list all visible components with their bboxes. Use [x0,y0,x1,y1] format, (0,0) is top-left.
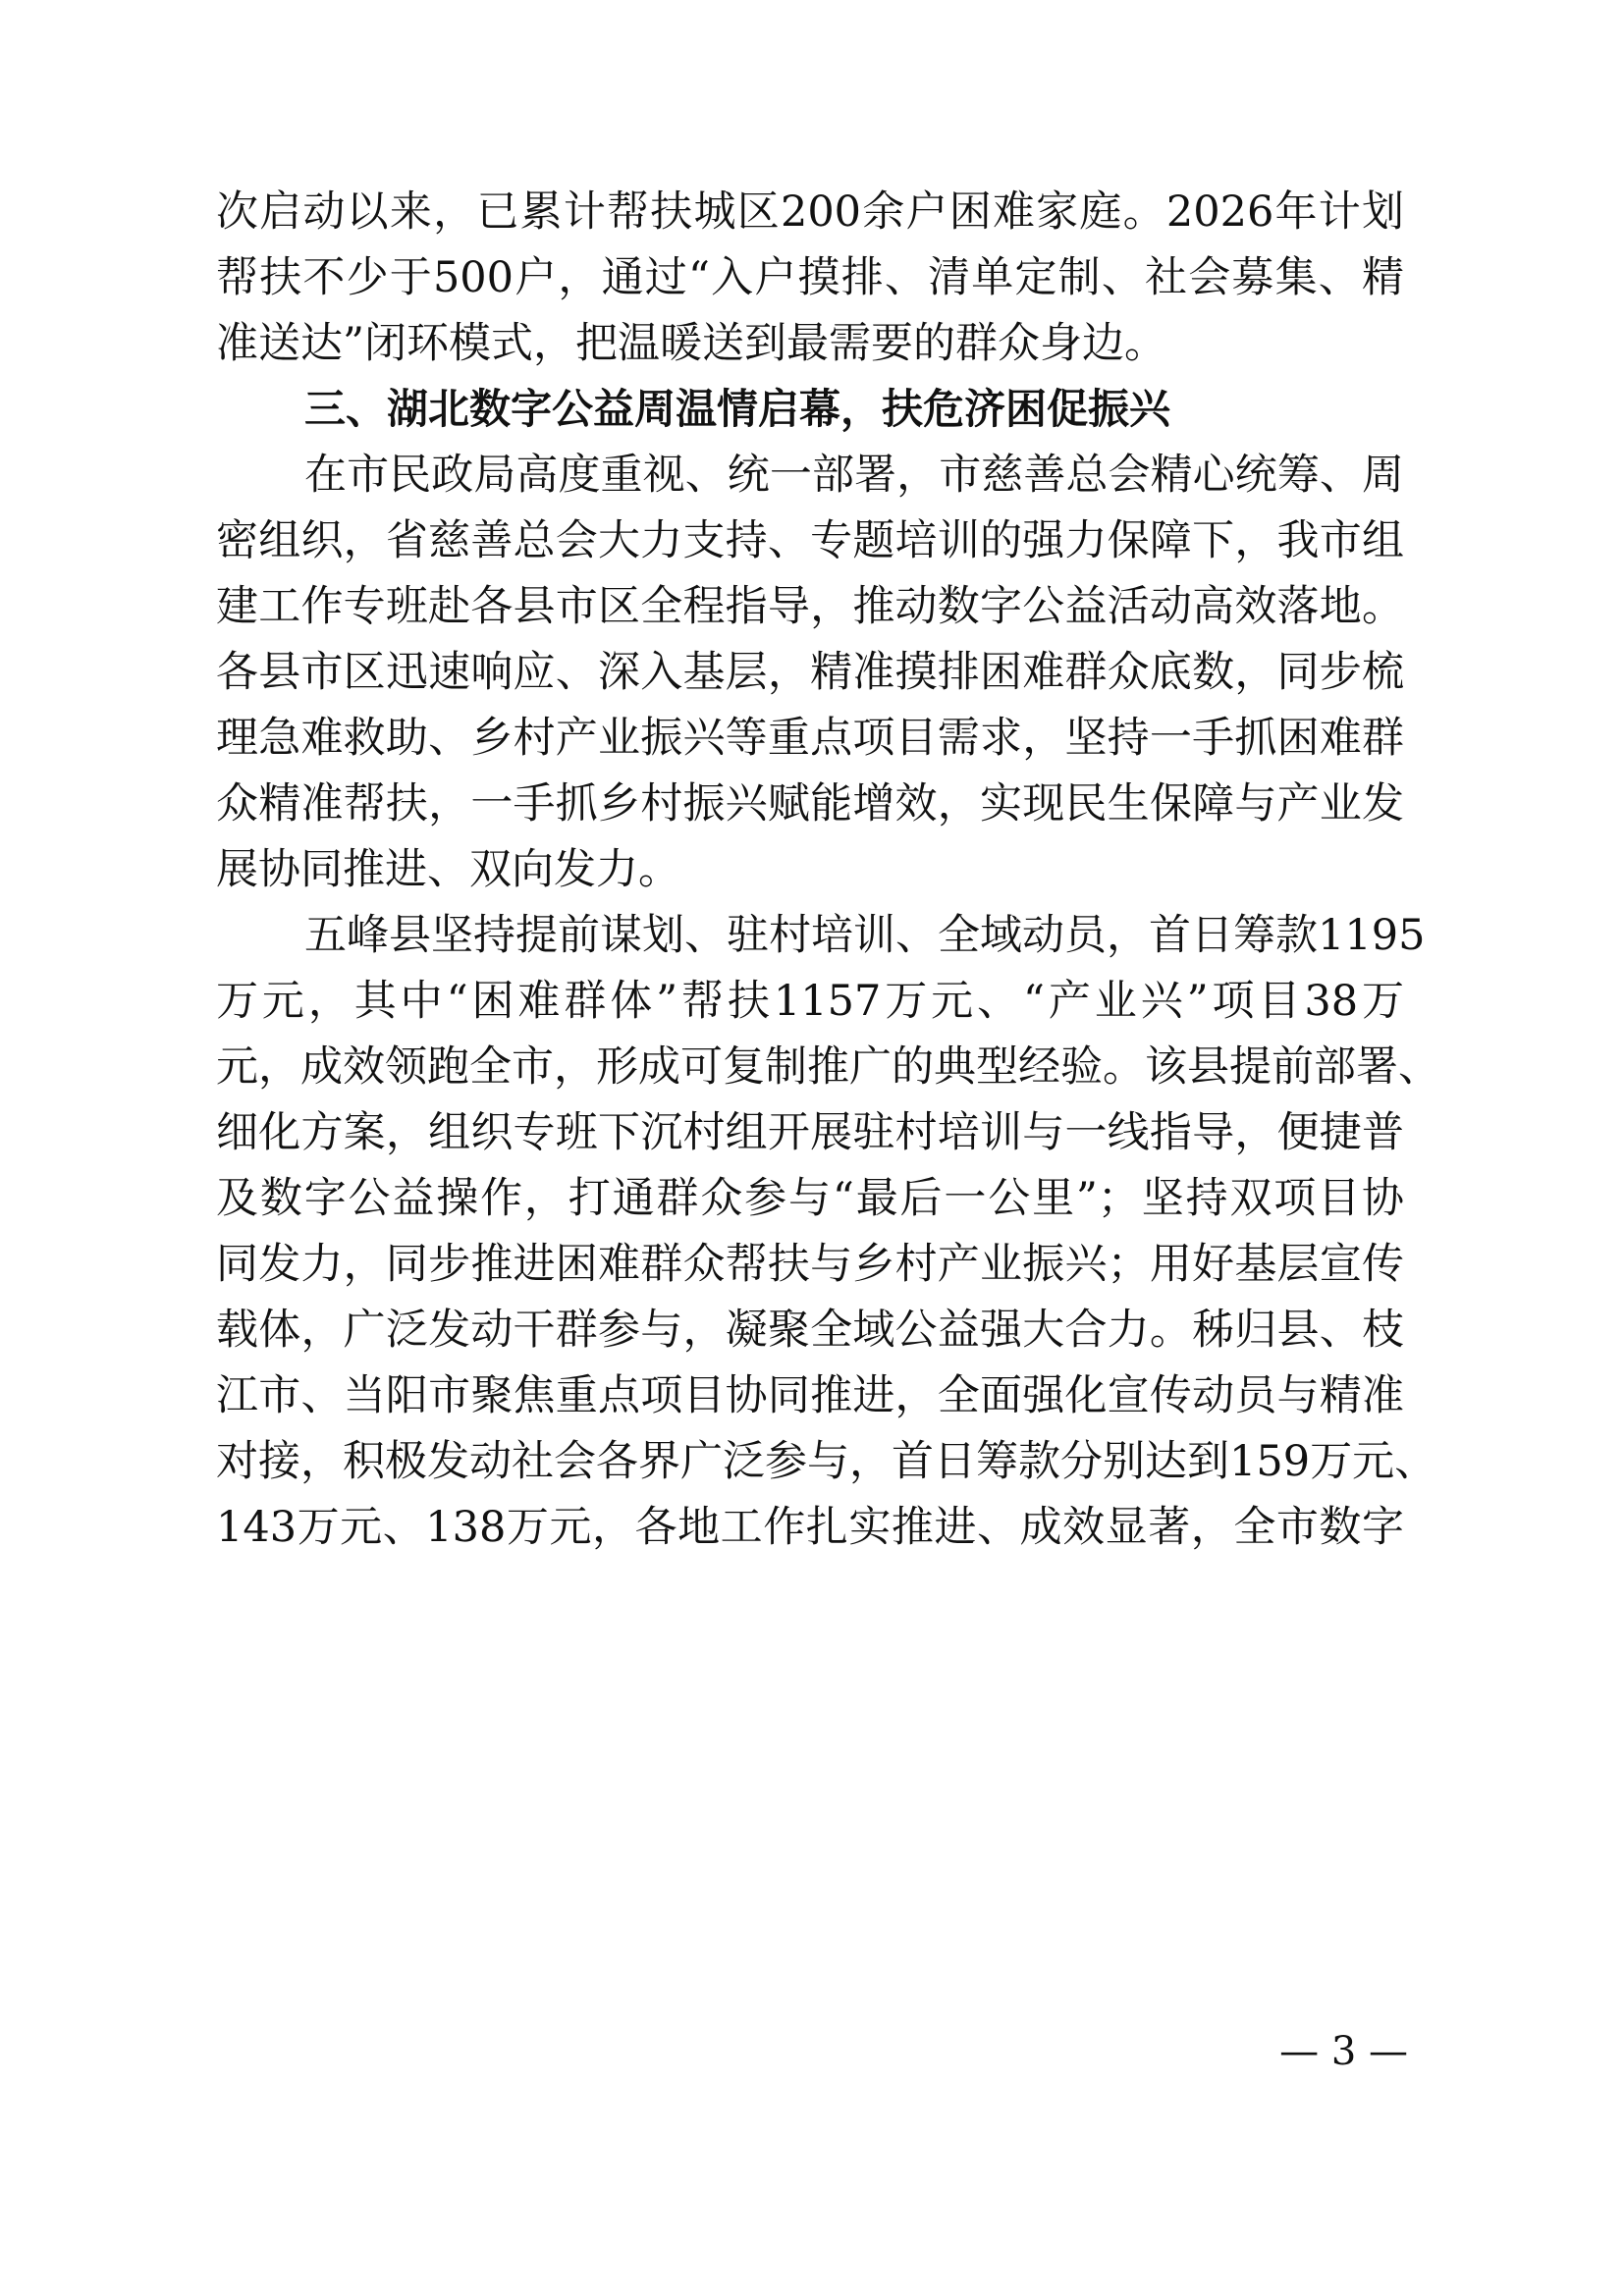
body-text-line: 在市民政局高度重视、统一部署，市慈善总会精心统筹、周 [304,451,1404,500]
page-number: — 3 — [1279,2029,1408,2074]
body-text-line: 密组织，省慈善总会大力支持、专题培训的强力保障下，我市组 [216,516,1404,565]
body-text-line: 载体，广泛发动干群参与，凝聚全域公益强大合力。秭归县、枝 [216,1306,1404,1355]
body-text-line: 及数字公益操作，打通群众参与“最后一公里”；坚持双项目协 [216,1174,1404,1223]
body-text-line: 江市、当阳市聚焦重点项目协同推进，全面强化宣传动员与精准 [216,1371,1404,1420]
body-text-line: 对接，积极发动社会各界广泛参与，首日筹款分别达到159万元、 [216,1437,1437,1486]
body-text-line: 准送达”闭环模式，把温暖送到最需要的群众身边。 [216,319,1166,368]
body-text-line: 理急难救助、乡村产业振兴等重点项目需求，坚持一手抓困难群 [216,714,1404,763]
body-text-line: 五峰县坚持提前谋划、驻村培训、全域动员，首日筹款1195 [304,911,1426,960]
body-text-line: 展协同推进、双向发力。 [216,845,680,894]
body-text-line: 各县市区迅速响应、深入基层，精准摸排困难群众底数，同步梳 [216,648,1404,697]
body-text-line: 帮扶不少于500户，通过“入户摸排、清单定制、社会募集、精 [216,253,1404,302]
body-text-line: 万元，其中“困难群体”帮扶1157万元、“产业兴”项目38万 [216,977,1404,1026]
body-text-line: 众精准帮扶，一手抓乡村振兴赋能增效，实现民生保障与产业发 [216,779,1404,828]
body-text-line: 元，成效领跑全市，形成可复制推广的典型经验。该县提前部署、 [216,1042,1440,1092]
section-heading: 三、湖北数字公益周温情启幕，扶危济困促振兴 [304,385,1171,433]
body-text-line: 次启动以来，已累计帮扶城区200余户困难家庭。2026年计划 [216,187,1404,237]
body-text-line: 143万元、138万元，各地工作扎实推进、成效显著，全市数字 [216,1503,1404,1552]
body-text-line: 建工作专班赴各县市区全程指导，推动数字公益活动高效落地。 [216,582,1404,631]
body-text-line: 细化方案，组织专班下沉村组开展驻村培训与一线指导，便捷普 [216,1108,1404,1157]
body-text-line: 同发力，同步推进困难群众帮扶与乡村产业振兴；用好基层宣传 [216,1240,1404,1289]
